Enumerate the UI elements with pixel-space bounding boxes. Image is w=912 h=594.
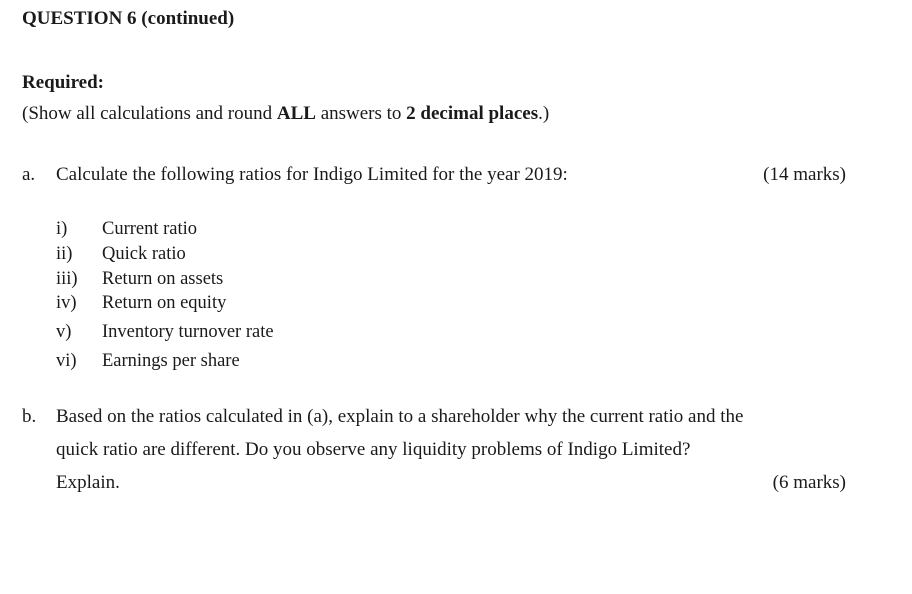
list-item-label: Current ratio	[102, 219, 198, 239]
list-item-number: i)	[56, 219, 68, 239]
required-label: Required:	[22, 72, 104, 93]
question-heading: QUESTION 6 (continued)	[22, 8, 235, 29]
list-item	[56, 349, 274, 374]
instruction-bold-decimals: 2 decimal places	[406, 103, 539, 124]
list-item-number: ii)	[56, 243, 73, 264]
list-item-label: Return on assets	[102, 268, 224, 289]
list-item	[56, 320, 274, 345]
list-item-number: vi)	[56, 350, 77, 371]
question-b-text-line3: Explain.	[56, 472, 120, 493]
instruction-text	[22, 103, 549, 125]
instruction-part3: .)	[538, 103, 550, 124]
list-item-label: Inventory turnover rate	[102, 322, 274, 343]
instruction-part2: answers to	[315, 103, 407, 124]
list-item-number: iv)	[56, 293, 77, 314]
question-b-marks: (6 marks)	[772, 472, 846, 493]
list-item	[56, 267, 274, 292]
question-a-text: Calculate the following ratios for Indigo Limited for the year 2019:	[56, 164, 568, 185]
list-item	[56, 242, 274, 267]
question-b-letter: b.	[22, 406, 37, 427]
question-b-text-line2: quick ratio are different. Do you observe any liquidity problems of Indigo Limited?	[56, 439, 691, 460]
instruction-bold-all: ALL	[276, 103, 316, 124]
list-item	[56, 217, 274, 242]
list-item-number: iii)	[56, 268, 78, 289]
list-item-label: Earnings per share	[102, 350, 240, 371]
question-b-text-line1: Based on the ratios calculated in (a), explain to a shareholder why the current ratio and the	[56, 406, 744, 427]
question-a-letter: a.	[22, 164, 36, 185]
list-item-label: Return on equity	[102, 293, 227, 314]
question-a-marks: (14 marks)	[763, 164, 846, 185]
list-item	[56, 291, 274, 316]
list-item-number: v)	[56, 322, 72, 343]
ratio-list	[56, 217, 274, 374]
list-item-label: Quick ratio	[102, 243, 186, 264]
instruction-part1: (Show all calculations and round	[22, 103, 277, 124]
